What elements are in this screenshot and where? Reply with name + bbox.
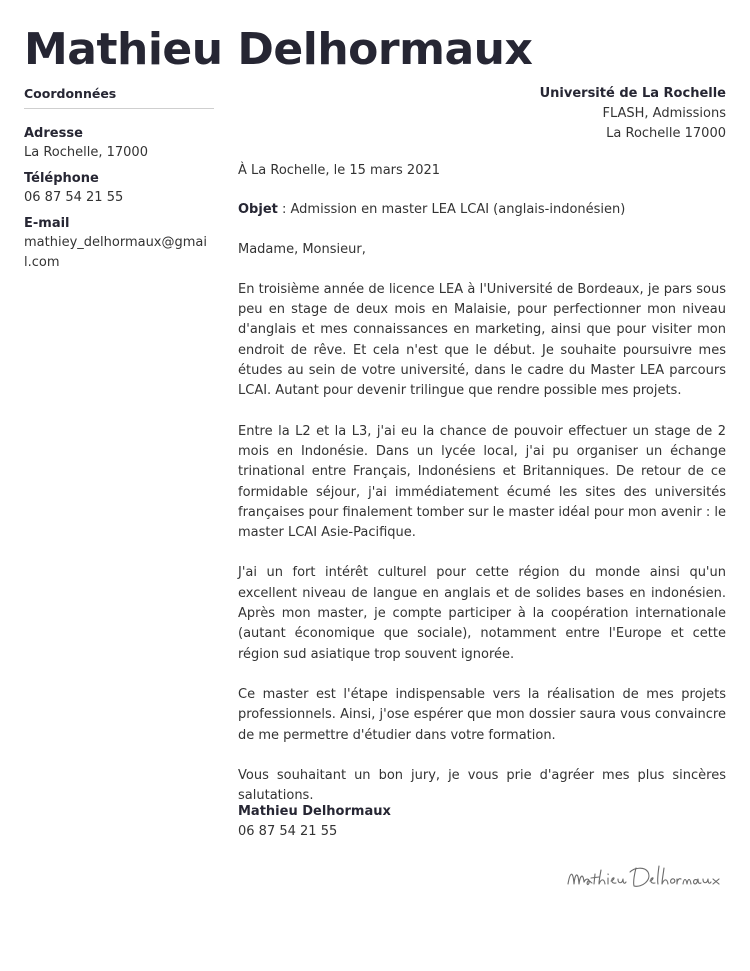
- address-value: La Rochelle, 17000: [24, 145, 148, 160]
- letter-closing: Vous souhaitant un bon jury, je vous prie d'agréer mes plus sincères salutations.: [238, 767, 726, 804]
- recipient-address: [540, 84, 726, 144]
- email-field: [24, 214, 214, 273]
- recipient-department: FLASH, Admissions: [602, 106, 726, 121]
- subject-text: : Admission en master LEA LCAI (anglais-indonésien): [277, 202, 626, 218]
- signoff-block: [238, 802, 391, 842]
- subject-label: Objet: [238, 202, 278, 218]
- email-label: E-mail: [24, 216, 70, 231]
- letter-paragraph: Entre la L2 et la L3, j'ai eu la chance de pouvoir effectuer un stage de 2 mois en Indonésie. Dans un lycée local, j'ai pu organiser un échange trinational entre Français, Indonésiens et Britanniques. De retour de ce formidable séjour, j'ai immédiatement écumé les sites des universités françaises pour finalement tomber sur le master idéal pour mon avenir : le master LCAI Asie-Pacifique.: [238, 423, 726, 541]
- signoff-name: Mathieu Delhormaux: [238, 804, 391, 819]
- letter-body: [238, 161, 726, 826]
- email-value: mathiey_delhormaux@gmail.com: [24, 235, 207, 270]
- letter-greeting: Madame, Monsieur,: [238, 241, 366, 257]
- phone-value: 06 87 54 21 55: [24, 190, 124, 205]
- phone-label: Téléphone: [24, 171, 99, 186]
- signoff-phone: 06 87 54 21 55: [238, 824, 338, 839]
- address-label: Adresse: [24, 126, 83, 141]
- address-field: [24, 124, 214, 163]
- letter-subject: [238, 200, 726, 220]
- phone-field: [24, 169, 214, 208]
- recipient-organization: Université de La Rochelle: [539, 86, 726, 101]
- recipient-city: La Rochelle 17000: [606, 126, 726, 141]
- letter-paragraph: En troisième année de licence LEA à l'Université de Bordeaux, je pars sous peu en stage de deux mois en Malaisie, pour perfectionner mon niveau d'anglais et mes connaissances en marketing, ainsi que pour visiter mon endroit de rêve. Et cela n'est que le début. Je souhaite poursuivre mes études au sein de votre université, dans le cadre du Master LEA parcours LCAI. Autant pour devenir trilingue que rendre possible mes projets.: [238, 281, 726, 399]
- letter-paragraph: J'ai un fort intérêt culturel pour cette région du monde ainsi qu'un excellent niveau de langue en anglais et de solides bases en indonésien. Après mon master, je compte participer à la coopération internationale (autant économique que sociale), notamment entre l'Europe et cette région sud asiatique trop souvent ignorée.: [238, 565, 726, 662]
- contact-sidebar: [24, 86, 214, 279]
- contact-section-title: Coordonnées: [24, 86, 214, 109]
- letter-paragraph: Ce master est l'étape indispensable vers la réalisation de mes projets professionnels. Ainsi, j'ose espérer que mon dossier saura vous convaincre de me permettre d'étudier dans votre formation.: [238, 686, 726, 743]
- applicant-name: Mathieu Delhormaux: [24, 24, 533, 75]
- letter-date: À La Rochelle, le 15 mars 2021: [238, 163, 441, 178]
- handwritten-signature: [564, 858, 724, 898]
